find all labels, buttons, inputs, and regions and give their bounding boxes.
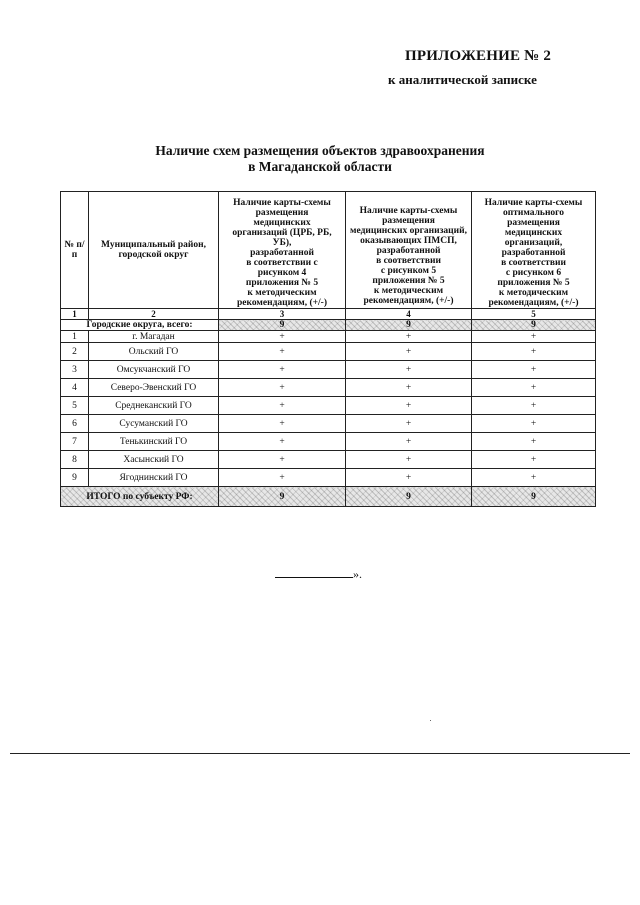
row-number: 7	[61, 433, 89, 451]
district-name: Ягоднинский ГО	[89, 469, 219, 487]
district-name: Омсукчанский ГО	[89, 361, 219, 379]
row-number: 6	[61, 415, 89, 433]
cell-value: +	[472, 415, 596, 433]
grand-total-value: 9	[346, 487, 472, 507]
closing-mark	[275, 567, 362, 582]
header-district: Муниципальный район, городской округ	[89, 192, 219, 309]
district-name: Ольский ГО	[89, 343, 219, 361]
cell-value: +	[346, 331, 472, 343]
cell-value: +	[219, 469, 346, 487]
cell-value: +	[219, 415, 346, 433]
table-row	[61, 415, 596, 433]
table-header-row	[61, 192, 596, 309]
document-title	[100, 143, 540, 175]
cell-value: +	[346, 379, 472, 397]
header-map-pmsp-orgs: Наличие карты-схемы размещения медицинских организаций, оказывающих ПМСП, разработанной в соответствии с рисунком 5 приложения № 5 к методическим рекомендациям, (+/-)	[346, 192, 472, 309]
table-row	[61, 379, 596, 397]
cell-value: +	[219, 433, 346, 451]
row-number: 1	[61, 331, 89, 343]
column-number: 4	[346, 309, 472, 320]
cell-value: +	[472, 397, 596, 415]
appendix-title: ПРИЛОЖЕНИЕ № 2	[405, 48, 552, 64]
appendix-subtitle: к аналитической записке	[388, 72, 537, 87]
district-name: г. Магадан	[89, 331, 219, 343]
header-number: № п/п	[61, 192, 89, 309]
cell-value: +	[472, 379, 596, 397]
header-map-optimal: Наличие карты-схемы оптимального размещения медицинских организаций, разработанной в соответствии с рисунком 6 приложения № 5 к методическим рекомендациям, (+/-)	[472, 192, 596, 309]
cell-value: +	[472, 469, 596, 487]
table-row	[61, 469, 596, 487]
column-number: 2	[89, 309, 219, 320]
row-number: 9	[61, 469, 89, 487]
cell-value: +	[346, 469, 472, 487]
grand-total-row	[61, 487, 596, 507]
grand-total-value: 9	[219, 487, 346, 507]
document-title-line-2: в Магаданской области	[248, 159, 392, 174]
cell-value: +	[346, 451, 472, 469]
row-number: 3	[61, 361, 89, 379]
cell-value: +	[472, 331, 596, 343]
district-name: Тенькинский ГО	[89, 433, 219, 451]
table-row	[61, 361, 596, 379]
total-value: 9	[472, 320, 596, 331]
grand-total-label: ИТОГО по субъекту РФ:	[61, 487, 219, 507]
district-name: Северо-Эвенский ГО	[89, 379, 219, 397]
cell-value: +	[472, 361, 596, 379]
district-name: Хасынский ГО	[89, 451, 219, 469]
total-value: 9	[346, 320, 472, 331]
column-number: 3	[219, 309, 346, 320]
header-map-medical-orgs: Наличие карты-схемы размещения медицинских организаций (ЦРБ, РБ, УБ), разработанной в соответствии с рисунком 4 приложения № 5 к методическим рекомендациям, (+/-)	[219, 192, 346, 309]
health-schemes-table	[60, 191, 596, 507]
cell-value: +	[219, 343, 346, 361]
cell-value: +	[472, 343, 596, 361]
district-name: Среднеканский ГО	[89, 397, 219, 415]
table-row	[61, 451, 596, 469]
cell-value: +	[346, 433, 472, 451]
cell-value: +	[219, 397, 346, 415]
urban-districts-total-row	[61, 320, 596, 331]
column-number: 5	[472, 309, 596, 320]
cell-value: +	[346, 343, 472, 361]
closing-quote: ».	[353, 567, 362, 581]
total-label: Городские округа, всего:	[61, 320, 219, 331]
cell-value: +	[219, 361, 346, 379]
district-name: Сусуманский ГО	[89, 415, 219, 433]
document-title-line-1: Наличие схем размещения объектов здравоохранения	[155, 143, 485, 158]
table-row	[61, 343, 596, 361]
column-numbers-row	[61, 309, 596, 320]
cell-value: +	[472, 433, 596, 451]
cell-value: +	[346, 415, 472, 433]
table-row	[61, 397, 596, 415]
cell-value: +	[346, 397, 472, 415]
blank-line	[275, 568, 353, 578]
table-row	[61, 433, 596, 451]
cell-value: +	[219, 451, 346, 469]
table-row	[61, 331, 596, 343]
scan-speck	[430, 720, 431, 721]
column-number: 1	[61, 309, 89, 320]
row-number: 5	[61, 397, 89, 415]
row-number: 2	[61, 343, 89, 361]
cell-value: +	[219, 379, 346, 397]
grand-total-value: 9	[472, 487, 596, 507]
row-number: 4	[61, 379, 89, 397]
cell-value: +	[472, 451, 596, 469]
total-value: 9	[219, 320, 346, 331]
row-number: 8	[61, 451, 89, 469]
cell-value: +	[346, 361, 472, 379]
cell-value: +	[219, 331, 346, 343]
footer-divider	[10, 753, 630, 754]
